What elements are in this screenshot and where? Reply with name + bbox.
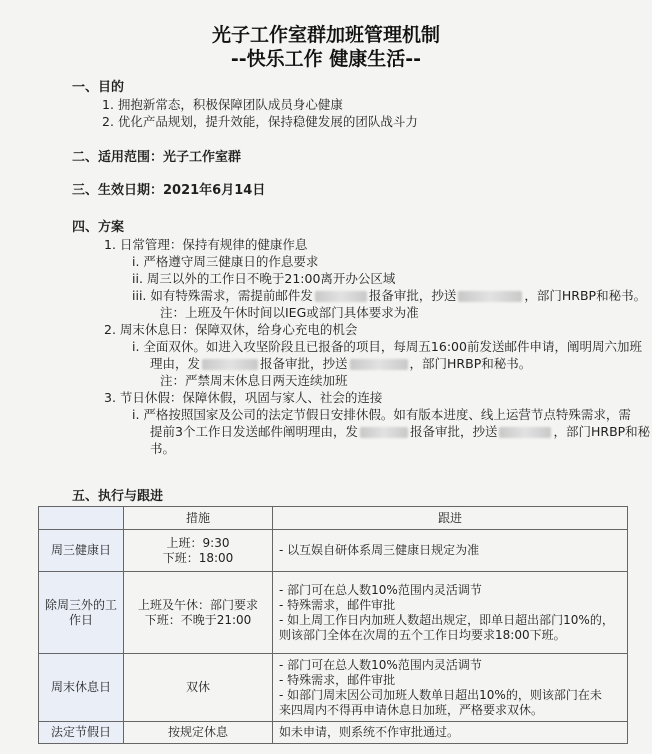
plan-1-title: 1. 日常管理：保持有规律的健康作息 [104, 237, 308, 252]
table-row [39, 654, 628, 722]
plan-1-item-iii [132, 288, 646, 304]
follow-line: - 部门可在总人数10%范围内灵活调节 [279, 657, 482, 672]
section-1-item-1: 1. 拥抱新常态，积极保障团队成员身心健康 [102, 97, 343, 112]
redacted-email-mask [315, 291, 367, 302]
measure-line: 上班：9:30 [166, 535, 230, 550]
section-3-heading: 三、生效日期：2021年6月14日 [72, 183, 266, 198]
row-measure [124, 722, 273, 744]
plan-2-note: 注：严禁周末休息日两天连续加班 [160, 373, 348, 388]
plan-3-item-i-line2 [150, 424, 650, 440]
measure-line: 下班：18:00 [162, 550, 234, 565]
follow-line: - 如上周工作日内加班人数超出规定，即单日超出部门10%的， [279, 612, 614, 627]
redacted-email-mask [202, 359, 258, 370]
plan-1-item-iii-part3: ，部门HRBP和秘书。 [524, 288, 647, 303]
section-5-heading: 五、执行与跟进 [72, 489, 164, 504]
plan-3-item-i-line1: i. 严格按照国家及公司的法定节假日安排休假。如有版本进度、线上运营节点特殊需求，需 [132, 407, 631, 422]
plan-1-item-iii-part2: 报备审批，抄送 [368, 288, 457, 303]
document-title: 光子工作室群加班管理机制 [211, 24, 440, 46]
table-header-follow: 跟进 [273, 507, 628, 530]
row-measure [124, 572, 273, 654]
plan-3-item-i-line3: 书。 [150, 441, 176, 456]
document-subtitle: --快乐工作 健康生活-- [230, 48, 422, 70]
row-follow [273, 530, 628, 572]
plan-1-item-iii-part1: iii. 如有特殊需求，需提前邮件发 [132, 288, 313, 303]
plan-1-item-i: i. 严格遵守周三健康日的作息要求 [132, 254, 319, 269]
measure-line: 上班及午休：部门要求 [137, 597, 258, 612]
table-header-empty [39, 507, 124, 530]
plan-2-item-i-line2 [150, 356, 531, 372]
plan-3-item-i-part2: 报备审批，抄送 [409, 424, 498, 439]
measure-line: 下班：不晚于21:00 [144, 612, 252, 627]
table-row [39, 722, 628, 744]
redacted-name-mask [350, 359, 408, 370]
follow-up-table [38, 506, 628, 744]
measure-line: 按规定休息 [167, 725, 228, 739]
row-label: 法定节假日 [39, 722, 124, 744]
table-header-measure: 措施 [124, 507, 273, 530]
follow-line: - 特殊需求，邮件审批 [279, 597, 396, 612]
redacted-name-mask [458, 291, 522, 302]
table-header-row [39, 507, 628, 530]
redacted-name-mask [499, 427, 551, 438]
follow-line: - 特殊需求，邮件审批 [279, 672, 396, 687]
plan-3-item-i-part3: ，部门HRBP和秘 [553, 424, 651, 439]
follow-line: 来四周内不得再申请休息日加班，严格要求双休。 [279, 702, 544, 717]
plan-3-item-i-part1: 提前3个工作日发送邮件阐明理由，发 [150, 424, 358, 439]
plan-3-title: 3. 节日休假：保障休假，巩固与家人、社会的连接 [104, 390, 383, 405]
redacted-email-mask [360, 427, 408, 438]
section-1-heading: 一、目的 [72, 80, 125, 95]
follow-line: - 以互娱自研体系周三健康日规定为准 [279, 543, 480, 557]
plan-2-item-i-line1: i. 全面双休。如进入攻坚阶段且已报备的项目，每周五16:00前发送邮件申请，阐明周六加班 [132, 339, 642, 354]
plan-2-item-i-part2: 报备审批，抄送 [260, 356, 348, 371]
follow-line: - 如部门周末因公司加班人数单日超出10%的，则该部门在未 [279, 687, 602, 702]
plan-1-note: 注：上班及午休时间以IEG或部门具体要求为准 [160, 305, 419, 320]
row-measure [124, 654, 273, 722]
table-row [39, 530, 628, 572]
row-follow [273, 572, 628, 654]
row-measure [124, 530, 273, 572]
row-label: 周末休息日 [39, 654, 124, 722]
row-label: 除周三外的工作日 [39, 572, 124, 654]
plan-2-item-i-part3: ，部门HRBP和秘书。 [409, 356, 532, 371]
section-2-heading: 二、适用范围：光子工作室群 [72, 150, 242, 165]
table-row [39, 572, 628, 654]
row-label: 周三健康日 [39, 530, 124, 572]
row-follow [273, 722, 628, 744]
section-1-item-2: 2. 优化产品规划，提升效能，保持稳健发展的团队战斗力 [102, 114, 418, 129]
follow-line: 则该部门全体在次周的五个工作日均要求18:00下班。 [279, 627, 566, 642]
section-4-heading: 四、方案 [72, 220, 125, 235]
plan-1-item-ii: ii. 周三以外的工作日不晚于21:00离开办公区域 [132, 271, 396, 286]
measure-line: 双休 [185, 680, 210, 694]
plan-2-item-i-part1: 理由，发 [150, 356, 201, 371]
row-follow [273, 654, 628, 722]
follow-line: - 部门可在总人数10%范围内灵活调节 [279, 582, 482, 597]
plan-2-title: 2. 周末休息日：保障双休，给身心充电的机会 [104, 322, 358, 337]
follow-line: 如未申请，则系统不作审批通过。 [279, 725, 460, 739]
